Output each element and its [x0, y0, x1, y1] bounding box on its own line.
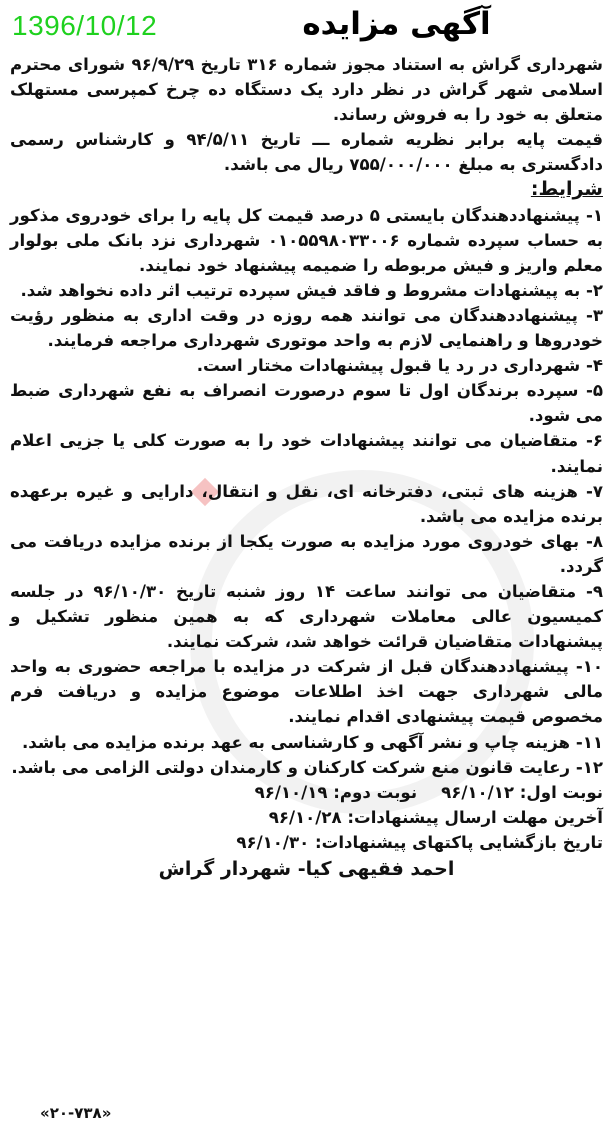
- condition-item: ۱۲- رعایت قانون منع شرکت کارکنان و کارمندان دولتی الزامی می باشد.: [11, 757, 603, 777]
- first-round: نوبت اول: ۹۶/۱۰/۱۲: [441, 782, 603, 802]
- rounds-row: [10, 780, 603, 805]
- condition-item: ۳- پیشنهاددهندگان می توانند همه روزه در وقت اداری به منظور رؤیت خودروها و راهنمایی لازم به واحد موتوری شهرداری مراجعه فرمایند.: [10, 305, 603, 351]
- condition-item: ۵- سپرده برندگان اول تا سوم درصورت انصراف به نفع شهرداری ضبط می شود.: [10, 381, 603, 426]
- condition-item: ۶- متقاضیان می توانند پیشنهادات خود را به صورت کلی یا جزیی اعلام نمایند.: [10, 431, 603, 476]
- condition-item: ۷- هزینه های ثبتی، دفترخانه ای، نقل و انتقال، دارایی و غیره برعهده برنده مزایده می باشد.: [10, 481, 603, 526]
- condition-item: ۴- شهرداری در رد یا قبول پیشنهادات مختار است.: [196, 356, 603, 376]
- second-round: نوبت دوم: ۹۶/۱۰/۱۹: [254, 782, 418, 802]
- condition-item: ۲- به پیشنهادات مشروط و فاقد فیش سپرده ترتیب اثر داده نخواهد شد.: [20, 280, 603, 300]
- deadline: آخرین مهلت ارسال پیشنهادات: ۹۶/۱۰/۲۸: [268, 807, 603, 827]
- ad-body: [10, 52, 603, 882]
- signature: احمد فقیهی کیا- شهردار گراش: [158, 858, 455, 880]
- conditions-heading: شرایط:: [530, 178, 603, 201]
- page-title: آگهی مزایده: [302, 6, 491, 42]
- intro-paragraph-2: قیمت پایه برابر نظریه شماره ـــ تاریخ ۹۴/۵/۱۱ و کارشناس رسمی دادگستری به مبلغ ۷۵۵/۰۰۰/۰۰۰ ریال می باشد.: [10, 130, 603, 175]
- intro-paragraph-1: شهرداری گراش به استناد مجوز شماره ۳۱۶ تاریخ ۹۶/۹/۲۹ شورای محترم اسلامی شهر گراش در نظر دارد یک دستگاه ده چرخ کمپرسی مستهلک متعلق به خود را به فروش رساند.: [10, 55, 603, 125]
- condition-item: ۱- پیشنهاددهندگان بایستی ۵ درصد قیمت کل پایه را برای خودروی مذکور به حساب سپرده شماره ۰۱۰۵۵۹۸۰۳۳۰۰۶ شهرداری نزد بانک ملی بولوار معلم واریز و فیش مربوطه را ضمیمه پیشنهاد خود نمایند.: [10, 205, 603, 275]
- opening-date: تاریخ بازگشایی پاکتهای پیشنهادات: ۹۶/۱۰/۳۰: [236, 832, 603, 852]
- condition-item: ۱۰- پیشنهاددهندگان قبل از شرکت در مزایده با مراجعه حضوری به واحد مالی شهرداری جهت اخذ اطلاعات موضوع مزایده و دریافت فرم مخصوص قیمت پیشنهادی اقدام نمایند.: [10, 657, 603, 727]
- date-stamp: 1396/10/12: [12, 10, 158, 41]
- schedule: [10, 780, 603, 855]
- ad-code: «۲۰-۷۳۸»: [40, 1104, 112, 1122]
- condition-item: ۸- بهای خودروی مورد مزایده به صورت یکجا از برنده مزایده دریافت می گردد.: [10, 531, 603, 576]
- condition-item: ۱۱- هزینه چاپ و نشر آگهی و کارشناسی به عهد برنده مزایده می باشد.: [22, 732, 603, 752]
- condition-item: ۹- متقاضیان می توانند ساعت ۱۴ روز شنبه تاریخ ۹۶/۱۰/۳۰ در جلسه کمیسیون عالی معاملات شهرداری که به همین منظور تشکیل و پیشنهادات متقاضیان قرائت خواهد شد، شرکت نمایند.: [10, 581, 603, 652]
